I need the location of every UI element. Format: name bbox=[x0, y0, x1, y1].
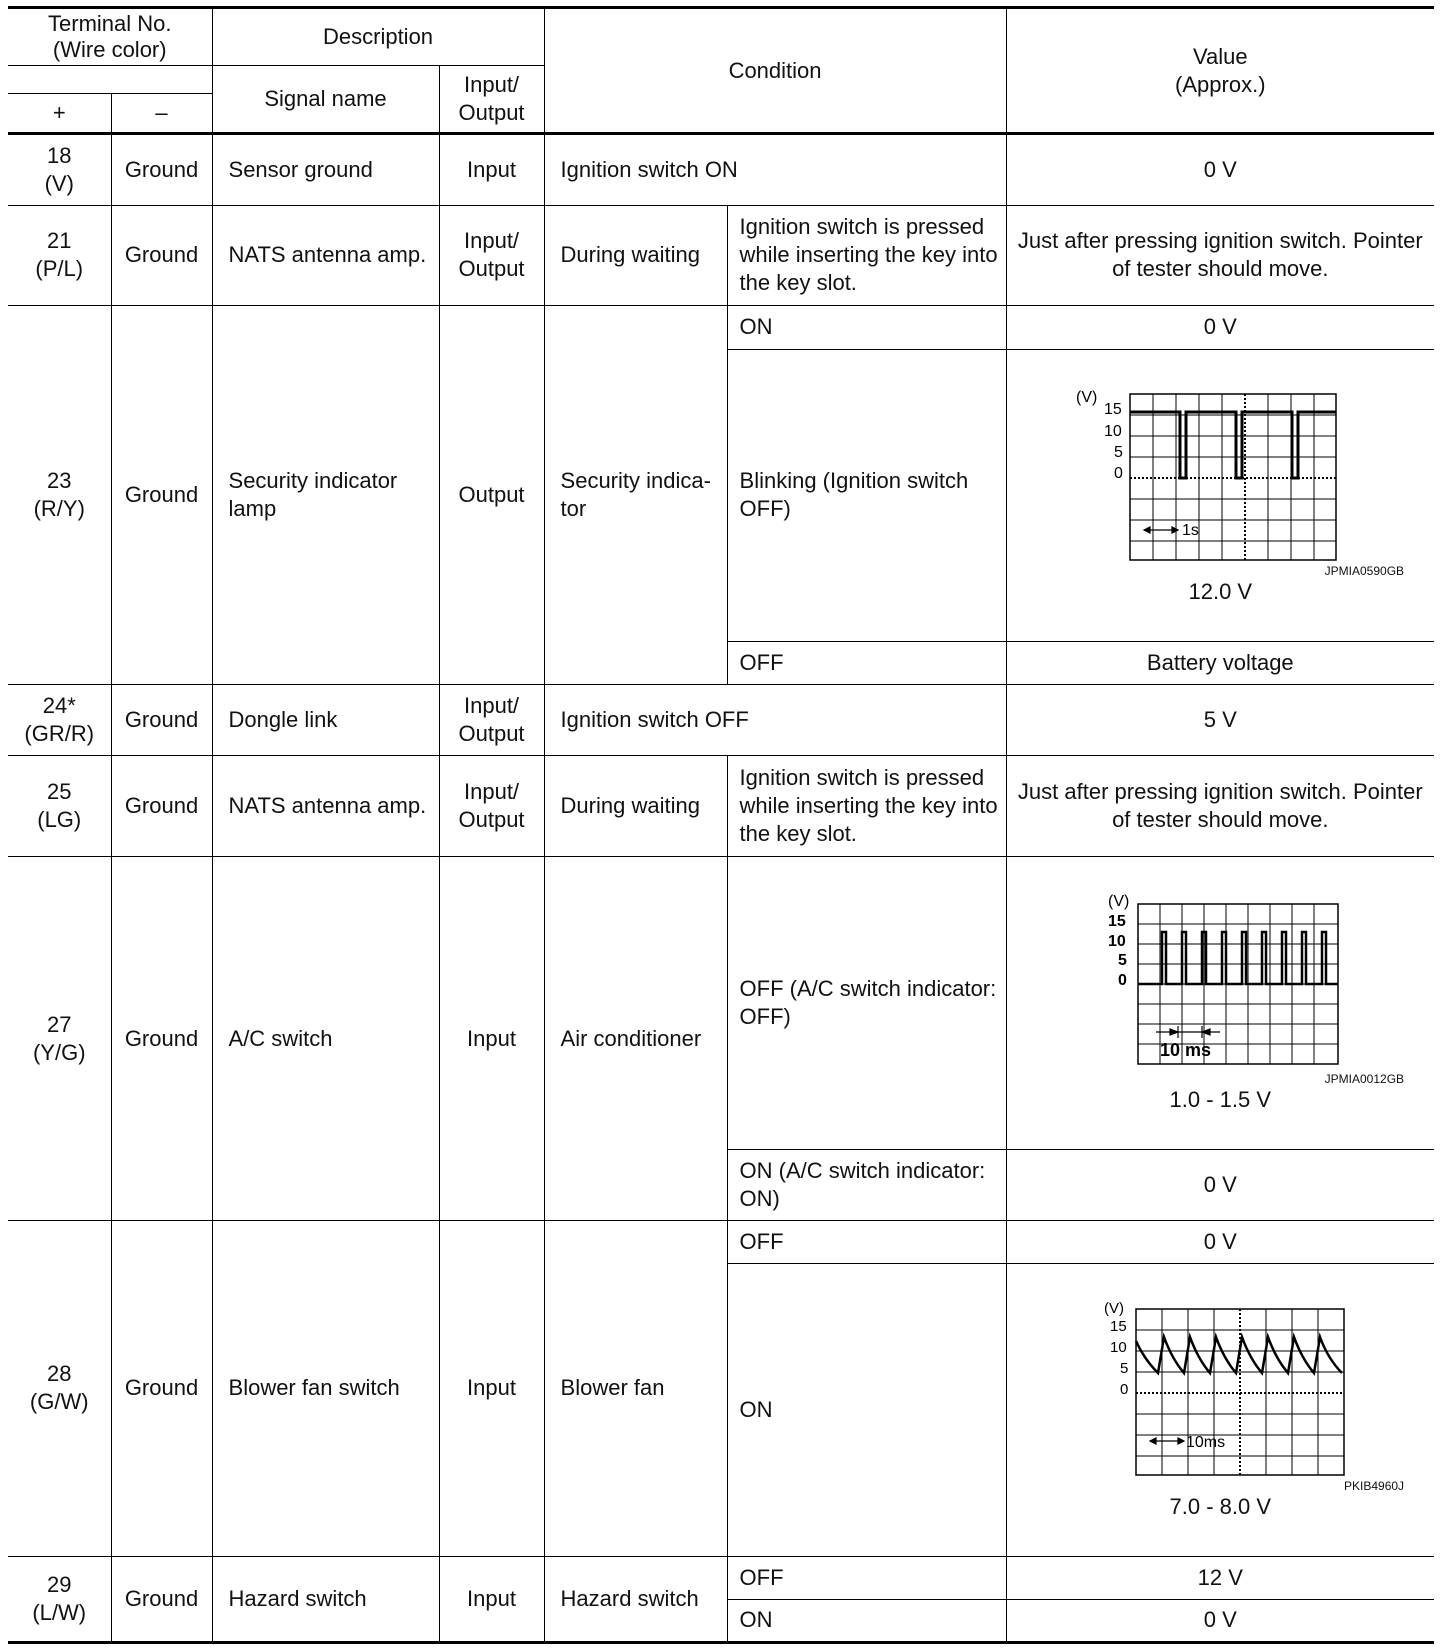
table-row-29 bbox=[8, 1556, 1434, 1599]
terminal-number: 21 bbox=[47, 228, 72, 254]
condition-cell: Ignition switch OFF bbox=[544, 684, 1006, 756]
terminal-cell bbox=[8, 1556, 111, 1642]
time-scale-arrow bbox=[1150, 1438, 1184, 1444]
waveform-code: JPMIA0012GB bbox=[1324, 1072, 1405, 1087]
condition-sub-cell: ON bbox=[727, 306, 1006, 349]
waveform-square-chart bbox=[1060, 384, 1380, 564]
ground-cell: Ground bbox=[111, 756, 212, 857]
approx-label: (Approx.) bbox=[1175, 71, 1266, 97]
terminal-number: 28 bbox=[47, 1361, 72, 1387]
wire-color: (P/L) bbox=[35, 256, 84, 282]
value-cell: 0 V bbox=[1006, 306, 1434, 349]
signal-name-cell: Hazard switch bbox=[212, 1556, 439, 1642]
ground-cell: Ground bbox=[111, 1221, 212, 1556]
terminal-cell bbox=[8, 857, 111, 1221]
time-scale-arrow bbox=[1156, 1026, 1220, 1038]
table-row-27 bbox=[8, 857, 1434, 1149]
plus-header: + bbox=[8, 94, 111, 134]
ground-cell: Ground bbox=[111, 306, 212, 685]
wave-y5-label: 5 bbox=[1114, 444, 1124, 462]
condition-sub-cell: ON (A/C switch indicator: ON) bbox=[727, 1149, 1006, 1221]
terminal-no-label: Terminal No. bbox=[48, 11, 172, 36]
waveform-pulse-chart bbox=[1060, 892, 1380, 1072]
value-cell: 0 V bbox=[1006, 134, 1434, 206]
table-row-25 bbox=[8, 756, 1434, 857]
terminal-number: 25 bbox=[47, 779, 72, 805]
condition-sub-cell: OFF bbox=[727, 1556, 1006, 1599]
waveform-cell bbox=[1006, 1264, 1434, 1556]
wave-time-label: 10 ms bbox=[1160, 1040, 1212, 1061]
terminal-cell bbox=[8, 684, 111, 756]
waveform-grid bbox=[1130, 394, 1336, 560]
wave-time-label: 1s bbox=[1182, 522, 1200, 540]
signal-name-cell: A/C switch bbox=[212, 857, 439, 1221]
io-cell: Input bbox=[439, 134, 544, 206]
wave-y10-label: 10 bbox=[1104, 423, 1123, 441]
ground-cell: Ground bbox=[111, 205, 212, 306]
io-cell: Input bbox=[439, 1556, 544, 1642]
description-header: Description bbox=[212, 8, 544, 66]
wire-color: (G/W) bbox=[29, 1389, 89, 1415]
wave-y10-label: 10 bbox=[1110, 1339, 1127, 1357]
signal-name-cell: Sensor ground bbox=[212, 134, 439, 206]
square-wave-trace bbox=[1130, 412, 1336, 478]
value-cell: Battery voltage bbox=[1006, 641, 1434, 684]
table-row-18 bbox=[8, 134, 1434, 206]
waveform-sawtooth-chart bbox=[1060, 1299, 1380, 1479]
condition-header: Condition bbox=[544, 8, 1006, 134]
terminal-no-header bbox=[8, 8, 212, 66]
wave-y0-label: 0 bbox=[1120, 1381, 1129, 1399]
io-cell: Input bbox=[439, 1221, 544, 1556]
ground-cell: Ground bbox=[111, 684, 212, 756]
waveform-code: JPMIA0590GB bbox=[1324, 564, 1405, 579]
wave-y15-label: 15 bbox=[1110, 1318, 1127, 1336]
value-cell: 5 V bbox=[1006, 684, 1434, 756]
wave-unit-label: (V) bbox=[1108, 893, 1130, 911]
waveform-code: PKIB4960J bbox=[1344, 1479, 1405, 1494]
wire-color: (GR/R) bbox=[24, 721, 95, 747]
io-cell: Input/ Output bbox=[439, 205, 544, 306]
table-row-23 bbox=[8, 306, 1434, 349]
time-scale-arrow bbox=[1144, 527, 1178, 533]
waveform-value: 12.0 V bbox=[1188, 579, 1253, 605]
wave-y5-label: 5 bbox=[1120, 1360, 1129, 1378]
wave-y0-label: 0 bbox=[1114, 465, 1124, 483]
condition-main-cell: Hazard switch bbox=[544, 1556, 727, 1642]
terminal-number: 18 bbox=[47, 142, 72, 168]
ground-cell: Ground bbox=[111, 857, 212, 1221]
wave-y15-label: 15 bbox=[1108, 913, 1127, 931]
table-row-21 bbox=[8, 205, 1434, 306]
value-cell: 0 V bbox=[1006, 1149, 1434, 1221]
wave-y15-label: 15 bbox=[1104, 401, 1123, 419]
condition-sub-cell: OFF (A/C switch indicator: OFF) bbox=[727, 857, 1006, 1149]
terminal-no-spacer bbox=[8, 66, 212, 94]
io-cell: Input/ Output bbox=[439, 756, 544, 857]
terminal-cell bbox=[8, 134, 111, 206]
value-label: Value bbox=[1192, 43, 1248, 69]
condition-sub-cell: OFF bbox=[727, 641, 1006, 684]
io-cell: Input/ Output bbox=[439, 684, 544, 756]
wire-color-label: (Wire color) bbox=[52, 37, 167, 62]
signal-name-cell: NATS antenna amp. bbox=[212, 756, 439, 857]
value-cell: 12 V bbox=[1006, 1556, 1434, 1599]
terminal-cell bbox=[8, 306, 111, 685]
wave-y0-label: 0 bbox=[1118, 972, 1128, 990]
signal-name-cell: Dongle link bbox=[212, 684, 439, 756]
terminal-spec-table bbox=[8, 6, 1434, 1644]
condition-sub-cell: OFF bbox=[727, 1221, 1006, 1264]
waveform-value: 1.0 - 1.5 V bbox=[1169, 1087, 1272, 1113]
waveform-cell bbox=[1006, 857, 1434, 1149]
wire-color: (LG) bbox=[37, 807, 82, 833]
condition-sub-cell: Ignition switch is pressed while inserting the key into the key slot. bbox=[727, 205, 1006, 306]
waveform-value: 7.0 - 8.0 V bbox=[1169, 1494, 1272, 1520]
value-cell: Just after pressing ignition switch. Pointer of tester should move. bbox=[1006, 756, 1434, 857]
waveform-grid bbox=[1136, 1309, 1344, 1475]
io-cell: Output bbox=[439, 306, 544, 685]
wire-color: (V) bbox=[44, 170, 74, 196]
terminal-cell bbox=[8, 756, 111, 857]
terminal-number: 29 bbox=[47, 1571, 72, 1597]
wave-y10-label: 10 bbox=[1108, 933, 1127, 951]
value-cell: 0 V bbox=[1006, 1599, 1434, 1642]
ground-cell: Ground bbox=[111, 1556, 212, 1642]
wave-unit-label: (V) bbox=[1076, 389, 1098, 407]
terminal-cell bbox=[8, 205, 111, 306]
condition-main-cell: During waiting bbox=[544, 756, 727, 857]
table-row-28 bbox=[8, 1221, 1434, 1264]
condition-main-cell: Blower fan bbox=[544, 1221, 727, 1556]
wire-color: (R/Y) bbox=[33, 496, 85, 522]
value-cell: 0 V bbox=[1006, 1221, 1434, 1264]
wire-color: (Y/G) bbox=[32, 1039, 86, 1065]
pulse-wave-trace bbox=[1138, 932, 1338, 984]
condition-sub-cell: ON bbox=[727, 1599, 1006, 1642]
condition-cell: Ignition switch ON bbox=[544, 134, 1006, 206]
wave-time-label: 10ms bbox=[1186, 1434, 1226, 1452]
condition-sub-cell: Ignition switch is pressed while inserting the key into the key slot. bbox=[727, 756, 1006, 857]
signal-name-cell: Blower fan switch bbox=[212, 1221, 439, 1556]
waveform-cell bbox=[1006, 349, 1434, 641]
input-output-header: Input/ Output bbox=[439, 66, 544, 134]
terminal-number: 24* bbox=[42, 693, 76, 719]
table-row-24 bbox=[8, 684, 1434, 756]
ground-cell: Ground bbox=[111, 134, 212, 206]
condition-main-cell: Air conditioner bbox=[544, 857, 727, 1221]
wire-color: (L/W) bbox=[32, 1599, 87, 1625]
value-header bbox=[1006, 8, 1434, 134]
signal-name-cell: NATS antenna amp. bbox=[212, 205, 439, 306]
terminal-number: 23 bbox=[47, 468, 72, 494]
value-cell: Just after pressing ignition switch. Pointer of tester should move. bbox=[1006, 205, 1434, 306]
wave-unit-label: (V) bbox=[1104, 1300, 1125, 1318]
table-header bbox=[8, 8, 1434, 134]
signal-name-cell: Security indicator lamp bbox=[212, 306, 439, 685]
condition-sub-cell: ON bbox=[727, 1264, 1006, 1556]
wave-y5-label: 5 bbox=[1118, 952, 1128, 970]
condition-main-cell: During waiting bbox=[544, 205, 727, 306]
signal-name-header: Signal name bbox=[212, 66, 439, 134]
condition-main-cell: Security indica- tor bbox=[544, 306, 727, 685]
terminal-number: 27 bbox=[47, 1011, 72, 1037]
minus-header: – bbox=[111, 94, 212, 134]
terminal-cell bbox=[8, 1221, 111, 1556]
condition-sub-cell: Blinking (Ignition switch OFF) bbox=[727, 349, 1006, 641]
io-cell: Input bbox=[439, 857, 544, 1221]
